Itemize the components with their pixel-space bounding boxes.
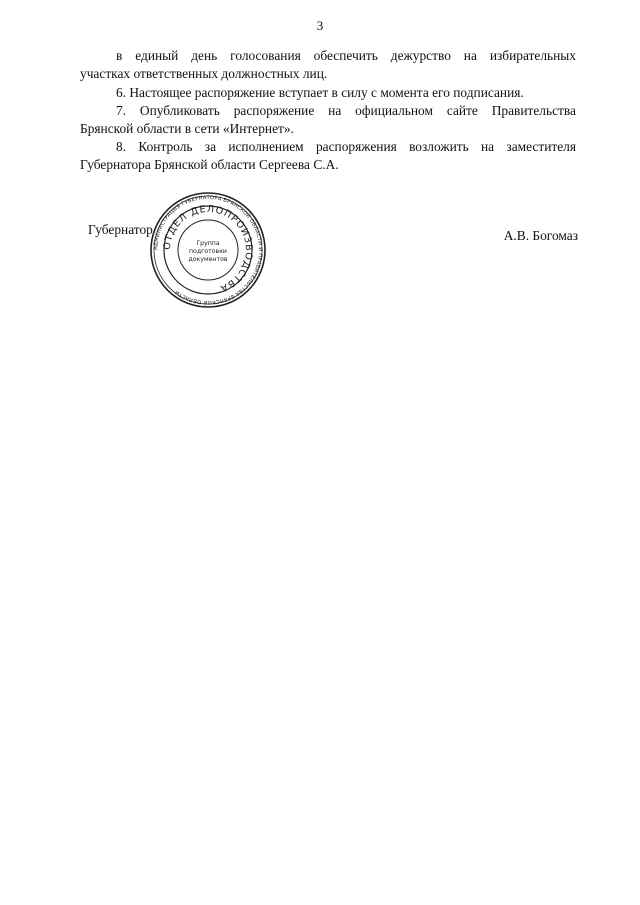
stamp-center-line-3: документов: [188, 256, 228, 263]
stamp-outer-text: АДМИНИСТРАЦИЯ ГУБЕРНАТОРА БРЯНСКОЙ ОБЛАСТИ И ПРАВИТЕЛЬСТВА БРЯНСКОЙ ОБЛАСТИ: [152, 194, 264, 306]
body-line-2: участках ответственных должностных лиц.: [80, 66, 328, 81]
body-line-4: 7. Опубликовать распоряжение на официальном сайте Правительства: [116, 103, 576, 118]
body-line-7: Губернатора Брянской области Сергеева С.А.: [80, 157, 339, 172]
body-line-1: в единый день голосования обеспечить дежурство на избирательных: [116, 48, 576, 63]
stamp-center-line-2: подготовки: [189, 248, 227, 255]
body-line-6: 8. Контроль за исполнением распоряжения возложить на заместителя: [116, 139, 576, 154]
body-line-3: 6. Настоящее распоряжение вступает в силу с момента его подписания.: [116, 85, 524, 100]
page-number: 3: [316, 18, 324, 33]
signer-title: Губернатор: [88, 222, 153, 237]
stamp-center-line-1: Группа: [196, 240, 220, 247]
official-stamp: [146, 192, 270, 308]
body-line-5: Брянской области в сети «Интернет».: [80, 121, 294, 136]
stamp-inner-text: ОТДЕЛ ДЕЛОПРОИЗВОДСТВА: [161, 203, 255, 294]
signer-name: А.В. Богомаз: [503, 228, 578, 243]
